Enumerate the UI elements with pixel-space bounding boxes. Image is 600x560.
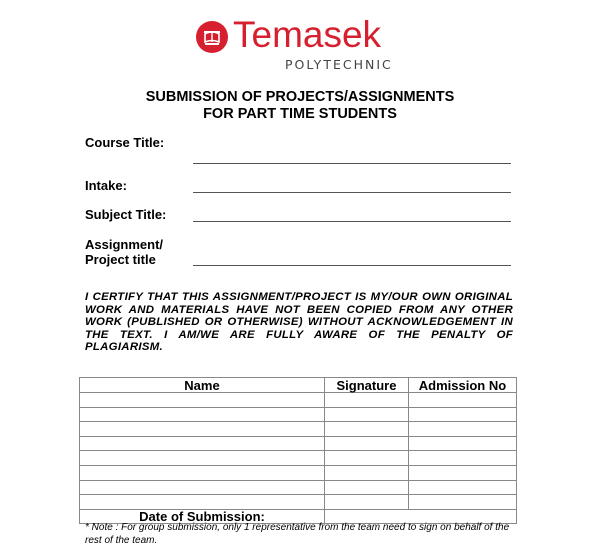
temasek-emblem-icon [195,20,229,54]
form-title-line2: FOR PART TIME STUDENTS [203,106,397,122]
table-row [80,407,517,422]
admission-no-cell[interactable] [409,465,517,480]
table-row [80,422,517,437]
group-submission-note: * Note : For group submission, only 1 representative from the team need to sign on behalf of the rest of the team. [85,522,510,546]
signature-cell[interactable] [325,422,409,437]
temasek-logo [195,14,415,72]
name-cell[interactable] [80,407,325,422]
course-title-label: Course Title: [85,135,165,150]
members-table [79,377,517,524]
admission-no-cell[interactable] [409,451,517,466]
date-of-submission-label: Date of Submission: [80,509,325,524]
name-cell[interactable] [80,451,325,466]
signature-cell[interactable] [325,393,409,408]
admission-no-cell[interactable] [409,407,517,422]
course-title-field[interactable] [193,163,511,164]
admission-no-cell[interactable] [409,422,517,437]
table-row [80,436,517,451]
intake-label: Intake: [85,178,127,193]
logo-name: Temasek [233,14,382,55]
name-cell[interactable] [80,465,325,480]
plagiarism-certification: I CERTIFY THAT THIS ASSIGNMENT/PROJECT IS MY/OUR OWN ORIGINAL WORK AND MATERIALS HAVE NOT BEEN COPIED FROM ANY OTHER WORK (PUBLISHED OR OTHERWISE) WITHOUT ACKNOWLEDGEMENT IN THE TEXT. I AM/WE ARE FULLY AWARE OF THE PENALTY OF PLAGIARISM. [85,291,513,354]
assignment-label-line1: Assignment/ [85,237,164,252]
admission-no-cell[interactable] [409,393,517,408]
intake-field[interactable] [193,192,511,193]
logo-subtitle: POLYTECHNIC [285,57,393,72]
subject-title-label: Subject Title: [85,207,167,222]
table-row [80,393,517,408]
name-cell[interactable] [80,480,325,495]
signature-cell[interactable] [325,451,409,466]
table-row [80,465,517,480]
name-cell[interactable] [80,393,325,408]
admission-no-cell[interactable] [409,436,517,451]
admission-no-cell[interactable] [409,495,517,510]
admission-no-cell[interactable] [409,480,517,495]
name-cell[interactable] [80,436,325,451]
name-cell[interactable] [80,495,325,510]
signature-cell[interactable] [325,465,409,480]
signature-cell[interactable] [325,495,409,510]
form-title-line1: SUBMISSION OF PROJECTS/ASSIGNMENTS [145,89,455,105]
table-header-row [80,378,517,393]
subject-title-field[interactable] [193,221,511,222]
table-row [80,480,517,495]
name-cell[interactable] [80,422,325,437]
table-row [80,495,517,510]
assignment-label-line2: Project title [85,252,156,267]
signature-column-header: Signature [325,378,409,393]
signature-cell[interactable] [325,480,409,495]
admission-no-column-header: Admission No [409,378,517,393]
project-title-field[interactable] [193,265,511,266]
signature-cell[interactable] [325,407,409,422]
signature-cell[interactable] [325,436,409,451]
table-row [80,451,517,466]
name-column-header: Name [80,378,325,393]
